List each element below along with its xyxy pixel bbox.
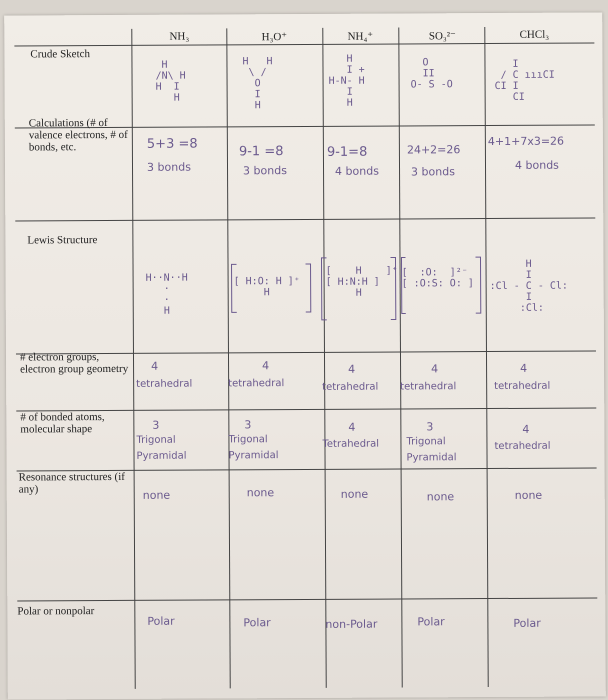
polarity-nh3: Polar: [147, 614, 175, 628]
bonded-shape2-h3o: Pyramidal: [228, 450, 279, 462]
calc-bonds-nh3: 3 bonds: [146, 160, 191, 174]
resonance-chcl3: none: [514, 488, 543, 502]
egroups-count-nh3: 4: [151, 359, 159, 373]
lewis-nh4: [ H ]⁺ [ H:N:H ] H: [325, 265, 398, 299]
bonded-shape1-nh4: Tetrahedral: [322, 438, 380, 450]
column-header-nh4: NH₄⁺: [347, 30, 374, 43]
polarity-chcl3: Polar: [513, 616, 541, 630]
lewis-nh3: H··N··H · · H: [145, 272, 188, 317]
bonded-count-nh3: 3: [152, 418, 160, 432]
column-header-h3o: H₃O⁺: [261, 31, 288, 44]
lewis-h3o: [ H:O: H ]⁺ H: [233, 276, 300, 299]
crude-sketch-nh3: H /N\ H H I H: [149, 59, 186, 104]
row-label-lewis: Lewis Structure: [27, 234, 98, 247]
calc-electrons-nh3: 5+3 =8: [146, 136, 198, 152]
row-label-bonded-atoms: # of bonded atoms, molecular shape: [20, 411, 105, 436]
lewis-bracket-lines: [4, 12, 606, 699]
column-header-chcl3: CHCl₃: [519, 28, 550, 41]
bonded-count-nh4: 4: [348, 420, 356, 434]
bonded-count-so3: 3: [426, 420, 434, 434]
resonance-h3o: none: [246, 486, 275, 500]
egroups-geometry-nh4: tetrahedral: [322, 381, 379, 393]
egroups-geometry-so3: tetrahedral: [400, 381, 457, 393]
calc-electrons-so3: 24+2=26: [406, 143, 461, 157]
bonded-shape1-h3o: Trigonal: [228, 434, 268, 446]
egroups-geometry-chcl3: tetrahedral: [494, 380, 551, 393]
lewis-so3: [ :O: ]²⁻ [ :O:S: O: ]: [401, 267, 474, 290]
egroups-count-chcl3: 4: [520, 361, 528, 375]
bonded-shape2-nh3: Pyramidal: [136, 450, 187, 462]
egroups-count-nh4: 4: [348, 362, 356, 376]
bonded-shape1-chcl3: tetrahedral: [494, 440, 551, 453]
row-label-resonance: Resonance structures (if any): [18, 470, 125, 496]
bonded-shape1-nh3: Trigonal: [136, 434, 176, 446]
lewis-chcl3: H I :Cl - C - Cl: I :Cl:: [489, 258, 568, 315]
bonded-shape1-so3: Trigonal: [406, 436, 446, 448]
egroups-geometry-h3o: tetrahedral: [228, 378, 285, 390]
column-header-so3: SO₃²⁻: [428, 30, 456, 43]
crude-sketch-nh4: H I + H-N- H I H: [328, 53, 365, 109]
calc-electrons-chcl3: 4+1+7x3=26: [487, 134, 565, 149]
calc-bonds-chcl3: 4 bonds: [514, 158, 559, 172]
polarity-h3o: Polar: [243, 616, 271, 630]
calc-electrons-h3o: 9-1 =8: [238, 144, 284, 160]
calc-bonds-h3o: 3 bonds: [242, 164, 287, 178]
egroups-count-so3: 4: [431, 362, 439, 376]
egroups-count-h3o: 4: [262, 359, 270, 373]
column-header-nh3: NH₃: [169, 30, 190, 43]
resonance-so3: none: [426, 490, 455, 504]
resonance-nh4: none: [340, 487, 369, 501]
row-label-calculations: Calculations (# of valence electrons, # of bonds, etc.: [28, 117, 128, 154]
calc-bonds-nh4: 4 bonds: [334, 164, 379, 178]
crude-sketch-chcl3: I / C ıııCI CI I CI: [494, 58, 555, 104]
worksheet-paper: [4, 12, 606, 699]
row-label-polar: Polar or nonpolar: [17, 605, 95, 618]
resonance-nh3: none: [142, 488, 171, 502]
egroups-geometry-nh3: tetrahedral: [136, 378, 193, 390]
polarity-so3: Polar: [417, 615, 445, 629]
calc-electrons-nh4: 9-1=8: [326, 144, 368, 160]
crude-sketch-so3: O II O- S -O: [404, 57, 453, 91]
row-label-electron-groups: # electron groups, electron group geometry: [19, 351, 129, 376]
bonded-shape2-so3: Pyramidal: [406, 452, 457, 464]
polarity-nh4: non-Polar: [325, 617, 378, 631]
bonded-count-h3o: 3: [244, 418, 252, 432]
crude-sketch-h3o: H H \ / O I H: [242, 56, 273, 112]
calc-bonds-so3: 3 bonds: [411, 165, 455, 179]
bonded-count-chcl3: 4: [522, 422, 530, 436]
row-label-crude-sketch: Crude Sketch: [30, 48, 91, 61]
